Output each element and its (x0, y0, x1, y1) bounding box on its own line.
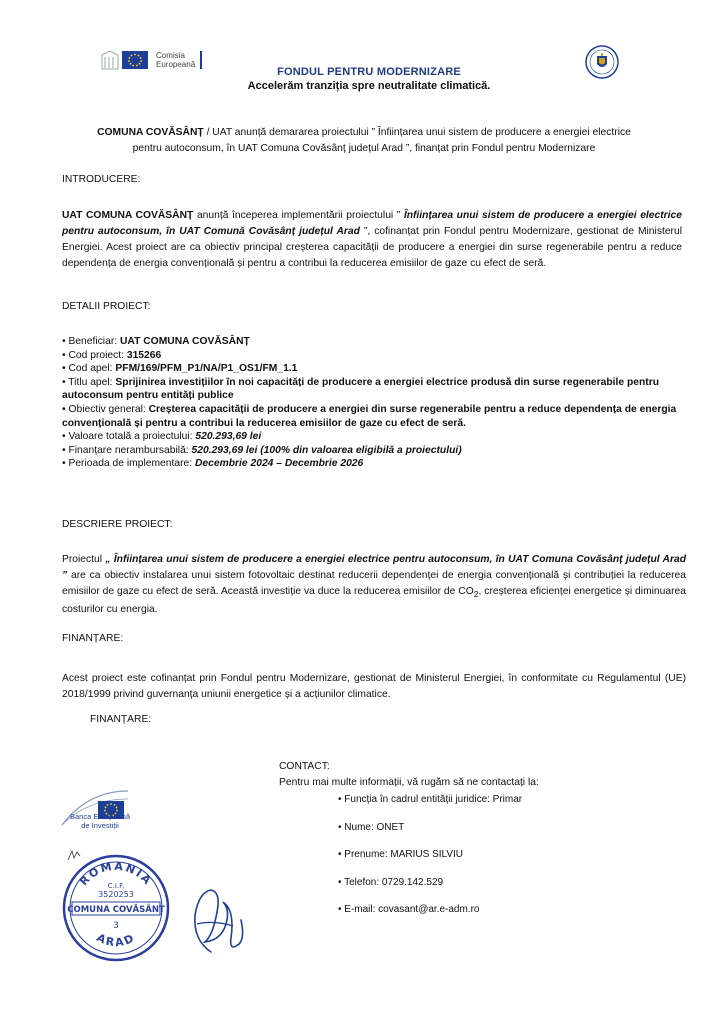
intro-text-1: anunță începerea implementării proiectului ” (193, 210, 404, 221)
contact-item: • Nume: ONET (338, 821, 405, 833)
desc-text-1: Proiectul (62, 554, 106, 565)
detail-value: 520.293,69 lei (195, 431, 262, 443)
desc-subscript: 2 (473, 589, 479, 600)
detail-item (62, 335, 687, 349)
contact-item: • Prenume: MARIUS SILVIU (338, 849, 464, 860)
intro-project-title: Înființarea unui sistem de producere a energiei electrice pentru autoconsum, în UAT Comună Covăsânț județul Arad (62, 210, 682, 237)
detail-item (62, 444, 687, 458)
signature-icon (183, 880, 253, 960)
intro-heading: INTRODUCERE: (62, 174, 141, 185)
contact-item: • Telefon: 0729.142.529 (338, 876, 444, 888)
detail-label: • Obiectiv general: (62, 403, 149, 415)
contact-item: • Funcția în cadrul entității juridice: Primar (338, 794, 523, 805)
eib-line1: Banca Europeană (69, 812, 131, 821)
detail-value: PFM/169/PFM_P1/NA/P1_OS1/FM_1.1 (115, 363, 298, 375)
desc-text-2: are ca obiectiv instalarea unui sistem fotovoltaic destinat reducerii dependenței de energia convențională și contribuției la reducerea emisiilor de gaze cu efect de seră. Această investiție va duce la reducerea emisiilor de CO (62, 570, 686, 597)
detail-item (62, 349, 687, 363)
announcement-lead (84, 125, 644, 157)
detail-value: Sprijinirea investițiilor în noi capacități de producere a energiei electrice produsă din surse regenerabile pentru autoconsum pentru entități publice (62, 376, 660, 402)
desc-project-title: „ Înființarea unui sistem de producere a energiei electrice pentru autoconsum, în UAT Comuna Covăsânț județul Arad ” (62, 554, 686, 581)
detail-label: • Titlu apel: (62, 376, 116, 388)
financing-paragraph: Acest proiect este cofinanțat prin Fondul pentru Modernizare, gestionat de Ministerul Energiei, în conformitate cu Regulamentul (UE) 2018/1999 privind guvernanța uniunii energetice și a acțiunilor climatice. (62, 673, 686, 700)
stamp-cif-label: C.I.F. (107, 882, 125, 890)
stamp-bottom-text: ARAD (94, 930, 138, 950)
intro-paragraph (62, 208, 682, 272)
intro-org: UAT COMUNA COVĂSÂNȚ (62, 210, 194, 221)
detail-value: 520.293,69 lei (100% din valoarea eligibilă a proiectului) (191, 444, 462, 456)
description-paragraph (62, 552, 686, 618)
financing-heading-2: FINANȚARE: (90, 714, 152, 725)
desc-text-3: , creșterea eficienței energetice și diminuarea costurilor cu energia. (62, 586, 686, 616)
contact-block (279, 759, 539, 791)
contact-heading: CONTACT: (279, 761, 330, 772)
romanian-government-seal-icon (585, 45, 619, 79)
lead-text: / UAT anunță demararea proiectului ” Înființarea unui sistem de producere a energiei electrice pentru autoconsum, în UAT Comuna Covăsânț județul Arad ”, finanțat prin Fondul pentru Modernizare (132, 127, 631, 154)
detail-value: Decembrie 2024 – Decembrie 2026 (194, 458, 364, 470)
ec-logo-line1: Comisia (156, 51, 185, 60)
detail-item (62, 430, 687, 444)
financing-heading: FINANȚARE: (62, 633, 124, 644)
contact-intro: Pentru mai multe informații, vă rugăm să ne contactați la: (279, 777, 539, 788)
stamp-number: 3 (113, 921, 119, 931)
ec-logo-line2: Europeană (156, 60, 196, 69)
header-subtitle: Accelerăm tranziția spre neutralitate climatică. (247, 80, 491, 92)
detail-value: 315266 (126, 349, 162, 361)
stamp-top-text: ROMANIA (77, 859, 155, 889)
detail-label: • Cod apel: (62, 363, 116, 375)
lead-org: COMUNA COVĂSÂNȚ (97, 127, 204, 138)
intro-text-2: ”, cofinanțat prin Fondul pentru Modernizare, gestionat de Ministerul Energiei. Acest proiect are ca obiectiv principal creșterea capacității de producere a energiei din surse regenerabile pentru a reduce dependența de energia convențională și pentru a contribui la reducerea emisiilor de gaze cu efect de seră. (62, 226, 683, 269)
description-heading: DESCRIERE PROIECT: (62, 519, 173, 530)
details-list (62, 335, 687, 471)
detail-value: UAT COMUNA COVĂSÂNȚ (119, 336, 250, 347)
contact-email-item[interactable]: • E-mail: covasant@ar.e-adm.ro (338, 904, 480, 915)
detail-value: Creșterea capacității de producere a energiei din surse regenerabile pentru a reduce dependența de energia convențională și pentru a contribui la reducerea emisiilor de gaze cu efect de seră. (62, 403, 677, 429)
detail-item (62, 376, 687, 403)
detail-item (62, 457, 687, 471)
eib-logo-icon (58, 772, 140, 842)
details-heading: DETALII PROIECT: (62, 301, 151, 312)
eib-logo-text (50, 812, 150, 830)
contact-list (338, 794, 522, 932)
detail-label: • Finanțare nerambursabilă: (62, 444, 192, 456)
header-title: FONDUL PENTRU MODERNIZARE (277, 66, 461, 78)
detail-label: • Beneficiar: (62, 336, 120, 347)
detail-label: • Valoare totală a proiectului: (62, 431, 196, 443)
detail-label: • Perioada de implementare: (62, 458, 195, 470)
eib-line2: de Investiții (81, 821, 119, 830)
svg-text:ARAD (94, 931, 137, 949)
detail-label: • Cod proiect: (62, 349, 127, 361)
detail-item (62, 403, 687, 430)
stamp-cif: 3520253 (98, 890, 134, 899)
detail-item (62, 362, 687, 376)
stamp-name: COMUNA COVĂSÂNȚ (67, 905, 165, 915)
official-stamp (60, 852, 172, 964)
